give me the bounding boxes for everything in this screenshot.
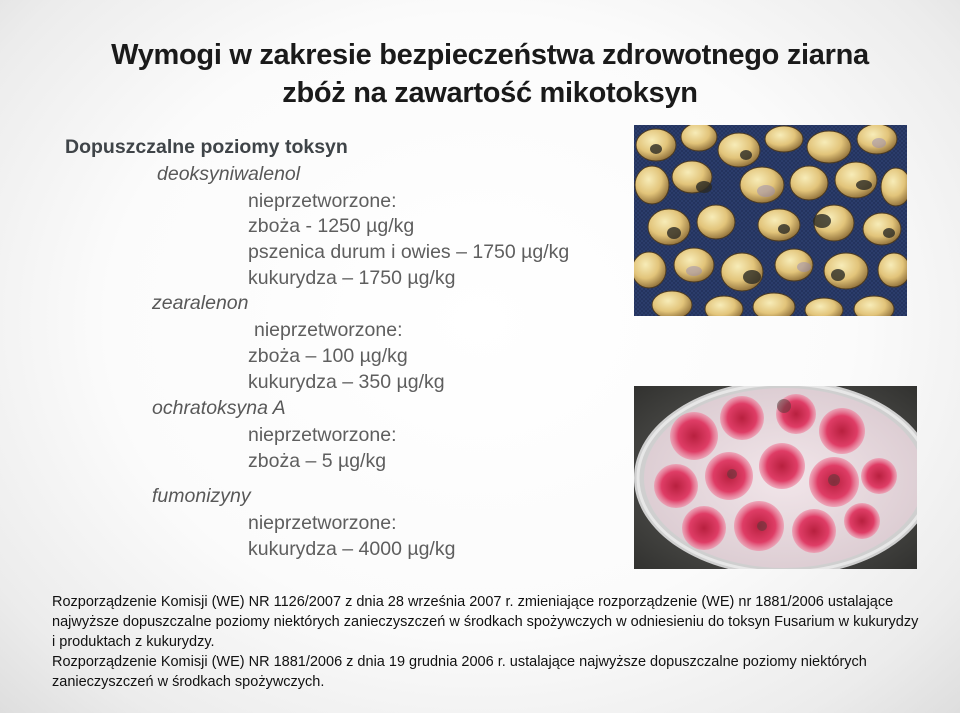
ota-limit-cereals: zboża – 5 µg/kg <box>248 450 387 472</box>
fum-limit-maize: kukurydza – 4000 µg/kg <box>248 538 456 560</box>
regulation-note-1881-2006: Rozporządzenie Komisji (WE) NR 1881/2006 z dnia 19 grudnia 2006 r. ustalające najwyższe dopuszczalne poziomy niektórych zanieczyszczeń w środkach spożywczych. <box>52 654 867 690</box>
title-line-1: Wymogi w zakresie bezpieczeństwa zdrowotnego ziarna <box>111 39 869 71</box>
ota-subheading: nieprzetworzone: <box>248 424 397 446</box>
regulation-note-1126-2007: Rozporządzenie Komisji (WE) NR 1126/2007 z dnia 28 września 2007 r. zmieniające rozporządzenie (WE) nr 1881/2006 ustalające najwyższe dopuszczalne poziomy niektórych zanieczyszczeń w środkach spożywczych w odniesieniu do toksyn Fusarium w kukurydzy i produktach z kukurydzy. <box>52 594 919 650</box>
toxin-name-deoxynivalenol: deoksyniwalenol <box>157 163 301 185</box>
petri-dish-fungal-culture-photo <box>634 386 917 569</box>
don-limit-durum-oats: pszenica durum i owies – 1750 µg/kg <box>248 241 570 263</box>
zea-limit-maize: kukurydza – 350 µg/kg <box>248 371 445 393</box>
fum-subheading: nieprzetworzone: <box>248 512 397 534</box>
zea-subheading: nieprzetworzone: <box>254 319 403 341</box>
regulation-notes <box>52 592 922 692</box>
toxin-name-fumonisins: fumonizyny <box>152 485 251 507</box>
toxin-name-ochratoxin-a: ochratoksyna A <box>152 397 286 419</box>
moldy-corn-kernels-photo <box>634 125 907 316</box>
title-line-2: zbóż na zawartość mikotoksyn <box>282 77 698 109</box>
don-limit-cereals: zboża - 1250 µg/kg <box>248 215 415 237</box>
toxin-name-zearalenone: zearalenon <box>152 292 249 314</box>
slide-title <box>60 36 920 112</box>
zea-limit-cereals: zboża – 100 µg/kg <box>248 345 408 367</box>
toxin-levels-heading: Dopuszczalne poziomy toksyn <box>65 136 348 158</box>
don-subheading: nieprzetworzone: <box>248 190 397 212</box>
don-limit-maize: kukurydza – 1750 µg/kg <box>248 267 456 289</box>
